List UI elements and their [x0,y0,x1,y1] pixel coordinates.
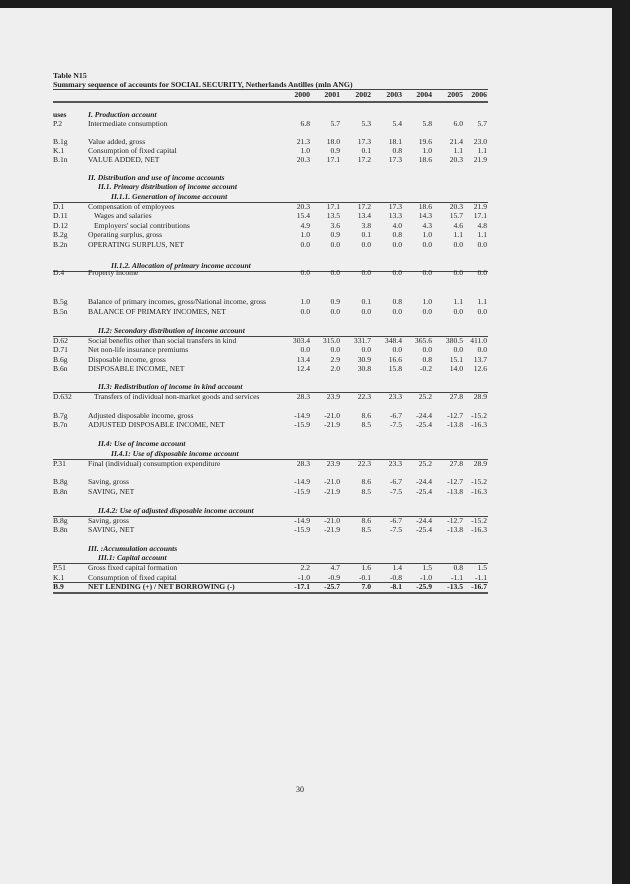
cell-value: 22.3 [357,459,371,468]
row-code: B.7g [53,411,68,420]
cell-value: 0.0 [392,268,402,277]
cell-value: 13.4 [357,211,371,220]
cell-value: 0.0 [422,345,432,354]
row-code: D.62 [53,336,68,345]
cell-value: -25.4 [416,420,432,429]
cell-value: -12.7 [447,411,463,420]
cell-value: 0.8 [392,230,402,239]
section-heading-text: III. :Accumulation accounts [88,544,178,553]
cell-value: -8.1 [389,582,402,591]
table-row [53,420,488,430]
cell-value: 3.8 [361,221,371,230]
cell-value: 0.1 [361,297,371,306]
table-row [53,525,488,535]
cell-value: 8.5 [361,487,371,496]
cell-value: 1.5 [422,563,432,572]
cell-value: 6.0 [453,119,463,128]
cell-value: 0.0 [300,268,310,277]
cell-value: -21.0 [324,411,340,420]
cell-value: 0.8 [422,355,432,364]
cell-value: 21.3 [296,137,310,146]
cell-value: 25.2 [418,392,432,401]
cell-value: 8.5 [361,420,371,429]
table-row [53,563,488,573]
cell-value: -16.3 [471,420,487,429]
cell-value: 20.3 [296,202,310,211]
row-label: Operating surplus, gross [88,230,163,239]
row-label: Wages and salaries [94,211,152,220]
section-heading-text: II.1.2. Allocation of primary income account [111,261,251,270]
cell-value: 4.8 [477,221,487,230]
cell-value: 0.1 [361,230,371,239]
row-label: Saving, gross [88,516,129,525]
row-code: B.5n [53,307,68,316]
cell-value: 0.0 [477,345,487,354]
cell-value: 0.8 [392,146,402,155]
row-code: B.8g [53,516,68,525]
cell-value: -12.7 [447,477,463,486]
cell-value: 28.3 [296,459,310,468]
cell-value: -14.9 [294,516,310,525]
row-label: ADJUSTED DISPOSABLE INCOME, NET [88,420,225,429]
row-label: Transfers of individual non-market goods and services [94,392,260,401]
cell-value: -15.9 [294,487,310,496]
section-heading-text: II. Distribution and use of income accounts [88,173,225,182]
table-row [53,392,488,402]
cell-value: 0.0 [477,307,487,316]
cell-value: 0.0 [477,240,487,249]
cell-value: 17.2 [357,202,371,211]
table-row [53,119,488,129]
cell-value: 14.3 [418,211,432,220]
section-heading-text: II.1. Primary distribution of income account [98,182,238,191]
cell-value: 0.0 [422,268,432,277]
cell-value: 12.4 [296,364,310,373]
cell-value: -7.5 [389,487,402,496]
cell-value: -13.8 [447,525,463,534]
cell-value: 21.9 [473,155,487,164]
cell-value: 0.0 [361,307,371,316]
row-label: SAVING, NET [88,525,135,534]
row-label: NET LENDING (+) / NET BORROWING (-) [88,582,235,591]
cell-value: -12.7 [447,516,463,525]
table-row [53,297,488,307]
cell-value: -13.8 [447,487,463,496]
cell-value: 4.6 [453,221,463,230]
cell-value: -15.9 [294,525,310,534]
cell-value: 2.0 [330,364,340,373]
row-label: Net non-life insurance premiums [88,345,189,354]
uses-text: uses [53,110,67,119]
row-code: D.4 [53,268,65,277]
cell-value: 0.0 [392,307,402,316]
cell-value: 0.0 [300,240,310,249]
row-code: B.7n [53,420,68,429]
cell-value: 27.8 [449,392,463,401]
row-label: Disposable income, gross [88,355,166,364]
cell-value: 380.5 [445,336,463,345]
row-label: Consumption of fixed capital [88,146,177,155]
section-heading [53,382,488,392]
cell-value: -16.3 [471,525,487,534]
section-heading [53,449,488,459]
cell-value: 0.8 [453,563,463,572]
cell-value: -0.9 [327,573,340,582]
cell-value: -25.4 [416,525,432,534]
cell-value: 3.6 [330,221,340,230]
cell-value: 7.0 [361,582,371,591]
cell-value: 411.0 [470,336,487,345]
cell-value: 0.0 [392,345,402,354]
cell-value: 348.4 [384,336,402,345]
cell-value: -7.5 [389,525,402,534]
cell-value: 19.6 [418,137,432,146]
cell-value: 23.9 [326,459,340,468]
table-row [53,230,488,240]
row-code: B.1n [53,155,68,164]
cell-value: -21.9 [324,487,340,496]
cell-value: 0.0 [330,307,340,316]
section-heading [53,506,488,516]
cell-value: 0.0 [361,240,371,249]
cell-value: 0.0 [361,268,371,277]
cell-value: 20.3 [296,155,310,164]
cell-value: 6.8 [300,119,310,128]
cell-value: 15.1 [449,355,463,364]
cell-value: -25.4 [416,487,432,496]
row-label: DISPOSABLE INCOME, NET [88,364,185,373]
cell-value: -21.9 [324,420,340,429]
cell-value: 17.3 [357,137,371,146]
row-code: B.8n [53,525,68,534]
cell-value: 0.0 [330,240,340,249]
table-row [53,268,488,278]
cell-value: 5.7 [330,119,340,128]
row-label: Gross fixed capital formation [88,563,178,572]
row-label: OPERATING SURPLUS, NET [88,240,184,249]
cell-value: -0.8 [389,573,402,582]
table-rule [53,582,488,583]
cell-value: 13.5 [326,211,340,220]
cell-value: 303.4 [292,336,310,345]
cell-value: 23.3 [388,392,402,401]
cell-value: -13.5 [447,582,463,591]
cell-value: -15.2 [471,477,487,486]
cell-value: 18.0 [326,137,340,146]
cell-value: 0.0 [453,240,463,249]
cell-value: -1.1 [474,573,487,582]
year-header: 2002 [355,90,371,99]
section-heading-text: II.4.1: Use of disposable income account [111,449,239,458]
row-code: B.8g [53,477,68,486]
cell-value: 17.1 [326,155,340,164]
cell-value: 1.1 [453,146,463,155]
cell-value: -1.1 [450,573,463,582]
section-heading-text: II.1.1. Generation of income account [111,192,228,201]
cell-value: 1.1 [477,146,487,155]
cell-value: 0.0 [330,345,340,354]
cell-value: 0.0 [453,268,463,277]
cell-value: -15.2 [471,411,487,420]
cell-value: 18.6 [418,155,432,164]
cell-value: 28.3 [296,392,310,401]
cell-value: 13.7 [473,355,487,364]
cell-value: 1.1 [453,297,463,306]
cell-value: 15.8 [388,364,402,373]
row-label: Adjusted disposable income, gross [88,411,194,420]
cell-value: 331.7 [353,336,371,345]
cell-value: 4.3 [422,221,432,230]
cell-value: 8.6 [361,516,371,525]
cell-value: 315.0 [322,336,340,345]
row-code: B.2g [53,230,68,239]
cell-value: 21.9 [473,202,487,211]
cell-value: 0.0 [300,345,310,354]
cell-value: 13.4 [296,355,310,364]
cell-value: 17.1 [473,211,487,220]
cell-value: -21.9 [324,525,340,534]
table-row [53,477,488,487]
cell-value: 16.6 [388,355,402,364]
cell-value: 1.1 [477,230,487,239]
cell-value: 0.9 [330,146,340,155]
cell-value: -16.3 [471,487,487,496]
cell-value: 21.4 [449,137,463,146]
row-code: D.632 [53,392,72,401]
row-code: B.6n [53,364,68,373]
cell-value: 0.0 [477,268,487,277]
cell-value: 0.0 [392,240,402,249]
cell-value: 1.0 [422,230,432,239]
cell-value: 0.9 [330,230,340,239]
cell-value: 2.9 [330,355,340,364]
row-label: Final (individual) consumption expenditure [88,459,221,468]
row-label: Social benefits other than social transfers in kind [88,336,237,345]
cell-value: -24.4 [416,411,432,420]
cell-value: 5.4 [392,119,402,128]
cell-value: 2.2 [300,563,310,572]
cell-value: 0.0 [330,268,340,277]
cell-value: 30.8 [357,364,371,373]
cell-value: -25.7 [324,582,340,591]
table-row [53,582,488,592]
cell-value: -16.7 [471,582,487,591]
cell-value: 30.9 [357,355,371,364]
cell-value: 0.0 [422,307,432,316]
cell-value: 18.6 [418,202,432,211]
cell-value: 5.7 [477,119,487,128]
cell-value: -1.0 [419,573,432,582]
cell-value: 5.3 [361,119,371,128]
row-code: B.1g [53,137,68,146]
section-heading-text: II.4: Use of income account [98,439,186,448]
section-heading-text: II.2: Secondary distribution of income account [98,326,245,335]
table-row [53,240,488,250]
table-row [53,487,488,497]
cell-value: 27.8 [449,459,463,468]
section-heading-text: I. Production account [88,110,157,119]
table-id: Table N15 [53,71,87,80]
cell-value: 0.9 [330,297,340,306]
row-code: P.2 [53,119,63,128]
cell-value: 0.0 [422,240,432,249]
section-heading-text: II.3: Redistribution of income in kind account [98,382,243,391]
cell-value: -1.0 [297,573,310,582]
section-heading [53,182,488,192]
cell-value: -25.9 [416,582,432,591]
cell-value: 17.1 [326,202,340,211]
cell-value: -13.8 [447,420,463,429]
cell-value: 1.1 [453,230,463,239]
cell-value: 15.7 [449,211,463,220]
cell-value: -0.2 [419,364,432,373]
cell-value: 0.1 [361,146,371,155]
table-row [53,155,488,165]
cell-value: 1.5 [477,563,487,572]
cell-value: 365.6 [414,336,432,345]
row-label: BALANCE OF PRIMARY INCOMES, NET [88,307,226,316]
cell-value: 0.0 [453,345,463,354]
cell-value: 1.4 [392,563,402,572]
year-header: 2000 [294,90,310,99]
cell-value: 0.0 [453,307,463,316]
row-label: Consumption of fixed capital [88,573,177,582]
header-rule-bottom [53,101,488,103]
table-rule [53,592,488,594]
cell-value: 1.0 [300,146,310,155]
table-row [53,345,488,355]
cell-value: 4.7 [330,563,340,572]
cell-value: 0.8 [392,297,402,306]
row-label: Value added, gross [88,137,146,146]
cell-value: 18.1 [388,137,402,146]
cell-value: -14.9 [294,477,310,486]
cell-value: -24.4 [416,516,432,525]
row-code: B.2n [53,240,68,249]
cell-value: 17.3 [388,202,402,211]
row-label: VALUE ADDED, NET [88,155,160,164]
year-header: 2003 [386,90,402,99]
cell-value: 0.0 [361,345,371,354]
cell-value: 20.3 [449,155,463,164]
cell-value: 23.3 [388,459,402,468]
cell-value: 1.1 [477,297,487,306]
year-header: 2001 [324,90,340,99]
section-heading [53,192,488,202]
cell-value: -7.5 [389,420,402,429]
cell-value: -14.9 [294,411,310,420]
row-label: Intermediate consumption [88,119,168,128]
row-label: Balance of primary incomes, gross/National income, gross [88,297,266,306]
row-label: SAVING, NET [88,487,135,496]
row-label: Saving, gross [88,477,129,486]
cell-value: -0.1 [358,573,371,582]
cell-value: 4.9 [300,221,310,230]
row-code: K.1 [53,146,65,155]
row-code: B.9 [53,582,64,591]
cell-value: 8.6 [361,477,371,486]
section-heading-text: III.1: Capital account [98,553,167,562]
cell-value: 1.0 [422,297,432,306]
row-code: D.12 [53,221,68,230]
row-code: P.31 [53,459,66,468]
cell-value: 15.4 [296,211,310,220]
year-header: 2005 [447,90,463,99]
cell-value: -24.4 [416,477,432,486]
cell-value: -17.1 [294,582,310,591]
row-code: P.51 [53,563,66,572]
cell-value: 14.0 [449,364,463,373]
row-code: D.1 [53,202,65,211]
cell-value: 12.6 [473,364,487,373]
cell-value: -6.7 [389,411,402,420]
table-row [53,211,488,221]
table-row [53,364,488,374]
cell-value: 23.9 [326,392,340,401]
table-row [53,459,488,469]
row-code: D.71 [53,345,68,354]
cell-value: 1.6 [361,563,371,572]
cell-value: 1.0 [300,297,310,306]
page-number: 30 [296,785,304,794]
cell-value: 17.2 [357,155,371,164]
cell-value: 22.3 [357,392,371,401]
cell-value: -6.7 [389,477,402,486]
table-row [53,307,488,317]
cell-value: 23.0 [473,137,487,146]
row-code: B.8n [53,487,68,496]
cell-value: -15.2 [471,516,487,525]
row-code: B.6g [53,355,68,364]
cell-value: 8.6 [361,411,371,420]
cell-value: 8.5 [361,525,371,534]
cell-value: 1.0 [300,230,310,239]
cell-value: -15.9 [294,420,310,429]
year-header: 2004 [416,90,432,99]
row-label: Compensation of employees [88,202,175,211]
section-heading-text: II.4.2: Use of adjusted disposable income account [98,506,254,515]
cell-value: 4.0 [392,221,402,230]
cell-value: -6.7 [389,516,402,525]
year-header: 2006 [471,90,487,99]
table-title: Summary sequence of accounts for SOCIAL SECURITY, Netherlands Antilles (mln ANG) [53,80,353,89]
cell-value: 17.3 [388,155,402,164]
row-code: B.5g [53,297,68,306]
cell-value: 0.0 [300,307,310,316]
cell-value: -21.0 [324,516,340,525]
row-code: K.1 [53,573,65,582]
cell-value: 20.3 [449,202,463,211]
cell-value: 13.3 [388,211,402,220]
section-heading [53,553,488,563]
section-heading [53,439,488,449]
row-code: D.11 [53,211,68,220]
row-label: Property income [88,268,139,277]
section-heading [53,326,488,336]
cell-value: 1.0 [422,146,432,155]
cell-value: 28.9 [473,392,487,401]
cell-value: 25.2 [418,459,432,468]
year-header-row [53,90,488,100]
row-label: Employers' social contributions [94,221,190,230]
cell-value: 5.8 [422,119,432,128]
cell-value: 28.9 [473,459,487,468]
cell-value: -21.0 [324,477,340,486]
